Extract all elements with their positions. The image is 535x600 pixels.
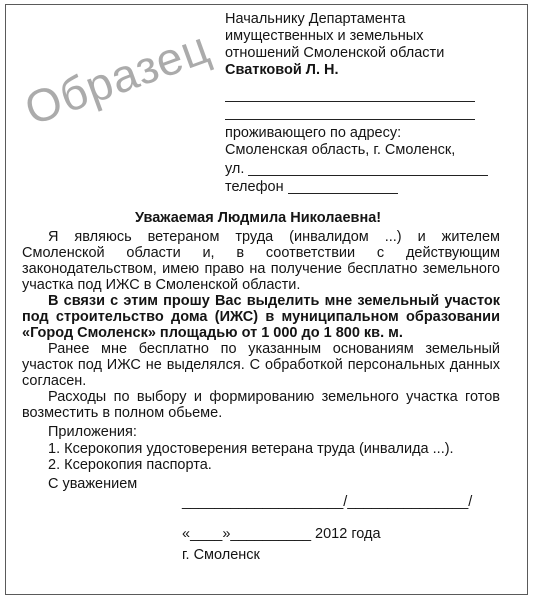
paragraph-4: Расходы по выбору и формированию земельного участка готов возместить в полном обьеме. bbox=[22, 389, 500, 421]
recipient-name: Сватковой Л. Н. bbox=[225, 62, 339, 78]
attachments-title: Приложения: bbox=[48, 424, 137, 440]
paragraph-2: В связи с этим прошу Вас выделить мне земельный участок под строительство дома (ИЖС) в муниципальном образовании «Город Смоленск» площадью от 1 000 до 1 800 кв. м. bbox=[22, 293, 500, 341]
street-label: ул. bbox=[225, 161, 245, 177]
salutation: Уважаемая Людмила Николаевна! bbox=[135, 210, 382, 226]
closing: С уважением bbox=[48, 476, 138, 492]
street-blank bbox=[248, 175, 488, 176]
recipient-line-1: Начальнику Департамента bbox=[225, 11, 406, 27]
paragraph-1: Я являюсь ветераном труда (инвалидом ...) и жителем Смоленской области и, в соответствии с действующим законодательством, имею право на получение бесплатно земельного участка под ИЖС в Смоленской области. bbox=[22, 229, 500, 293]
paragraph-3: Ранее мне бесплатно по указанным основаниям земельный участок под ИЖС не выделялся. С обработкой персональных данных согласен. bbox=[22, 341, 500, 389]
watermark-stamp: Образец bbox=[17, 20, 217, 136]
place: г. Смоленск bbox=[182, 547, 260, 563]
date-line: «____»__________ 2012 года bbox=[182, 526, 381, 542]
attachment-item: 2. Ксерокопия паспорта. bbox=[48, 457, 212, 473]
signature-line: ____________________/_______________/ bbox=[182, 494, 473, 510]
address-city: Смоленская область, г. Смоленск, bbox=[225, 142, 456, 158]
address-label: проживающего по адресу: bbox=[225, 125, 402, 141]
applicant-name-blank-1 bbox=[225, 101, 475, 102]
recipient-line-3: отношений Смоленской области bbox=[225, 45, 445, 61]
recipient-line-2: имущественных и земельных bbox=[225, 28, 424, 44]
applicant-name-blank-2 bbox=[225, 119, 475, 120]
attachment-item: 1. Ксерокопия удостоверения ветерана труда (инвалида ...). bbox=[48, 441, 454, 457]
phone-blank bbox=[288, 193, 398, 194]
phone-label: телефон bbox=[225, 179, 284, 195]
